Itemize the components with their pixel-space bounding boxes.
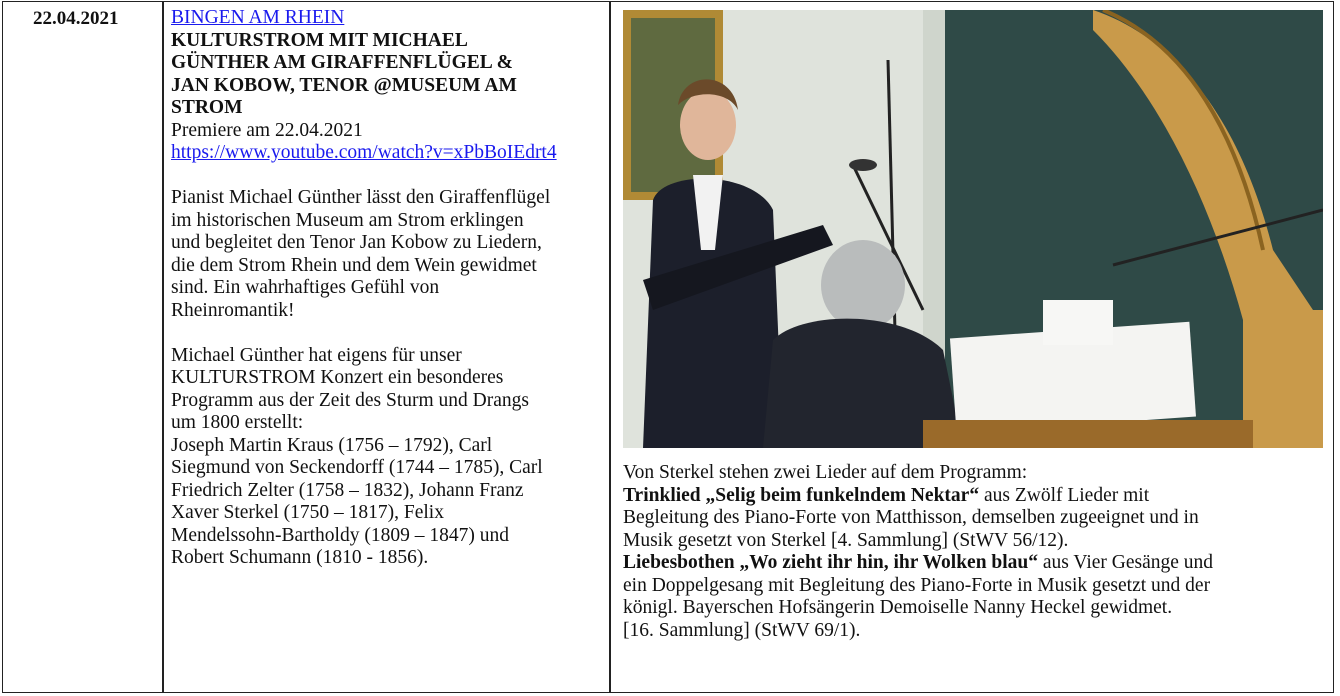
song-detail: ein Doppelgesang mit Begleitung des Piano-Forte in Musik gesetzt und der (623, 574, 1211, 596)
program-intro: Von Sterkel stehen zwei Lieder auf dem Programm: (623, 462, 1028, 483)
program-line: Programm aus der Zeit des Sturm und Drangs (171, 389, 529, 411)
program-line: KULTURSTROM Konzert ein besonderes (171, 367, 504, 388)
program-line: Siegmund von Seckendorff (1744 – 1785), Carl (171, 457, 543, 478)
event-table (2, 1, 1334, 693)
premiere-text: Premiere am 22.04.2021 (171, 119, 363, 141)
song-title: Trinklied „Selig beim funkelndem Nektar“ (623, 484, 980, 506)
song-detail: Musik gesetzt von Sterkel [4. Sammlung] (StWV 56/12). (623, 529, 1069, 551)
program-line: Joseph Martin Kraus (1756 – 1792), Carl (171, 434, 493, 456)
description-line: im historischen Museum am Strom erklingen (171, 209, 524, 231)
song-detail: königl. Bayerschen Hofsängerin Demoiselle Nanny Heckel gewidmet. (623, 597, 1173, 618)
song-detail: aus Zwölf Lieder mit (979, 484, 1150, 506)
date-cell (3, 2, 163, 692)
song-detail: Begleitung des Piano-Forte von Matthisson, demselben zugeeignet und in (623, 507, 1199, 528)
program-line: Michael Günther hat eigens für unser (171, 344, 462, 366)
program-line: Friedrich Zelter (1758 – 1832), Johann Franz (171, 479, 524, 501)
program-line: Xaver Sterkel (1750 – 1817), Felix (171, 502, 444, 523)
event-title-line: KULTURSTROM MIT MICHAEL (171, 29, 468, 51)
program-line: Mendelssohn-Bartholdy (1809 – 1847) und (171, 524, 509, 546)
description-cell (171, 7, 609, 570)
event-date: 22.04.2021 (33, 8, 119, 29)
song-detail: aus Vier Gesänge und (1038, 552, 1214, 573)
place-link[interactable]: BINGEN AM RHEIN (171, 7, 345, 28)
description-line: Rheinromantik! (171, 299, 295, 321)
program-description (623, 462, 1328, 642)
description-line: die dem Strom Rhein und dem Wein gewidmet (171, 254, 537, 276)
program-line: um 1800 erstellt: (171, 412, 304, 433)
description-line: Pianist Michael Günther lässt den Giraffenflügel (171, 187, 551, 208)
concert-photo-illustration (623, 10, 1323, 448)
song-detail: [16. Sammlung] (StWV 69/1). (623, 619, 861, 641)
media-cell (615, 2, 1333, 692)
event-title-line: STROM (171, 97, 243, 118)
column-divider (609, 2, 611, 692)
concert-photo (623, 10, 1323, 448)
event-title-line: GÜNTHER AM GIRAFFENFLÜGEL & (171, 52, 513, 73)
description-line: und begleitet den Tenor Jan Kobow zu Liedern, (171, 232, 542, 253)
youtube-link[interactable]: https://www.youtube.com/watch?v=xPbBoIEdrt4 (171, 142, 557, 163)
program-line: Robert Schumann (1810 - 1856). (171, 547, 429, 568)
song-title: Liebesbothen „Wo zieht ihr hin, ihr Wolken blau“ (623, 552, 1039, 573)
event-title-line: JAN KOBOW, TENOR @MUSEUM AM (171, 74, 517, 96)
description-line: sind. Ein wahrhaftiges Gefühl von (171, 277, 440, 298)
